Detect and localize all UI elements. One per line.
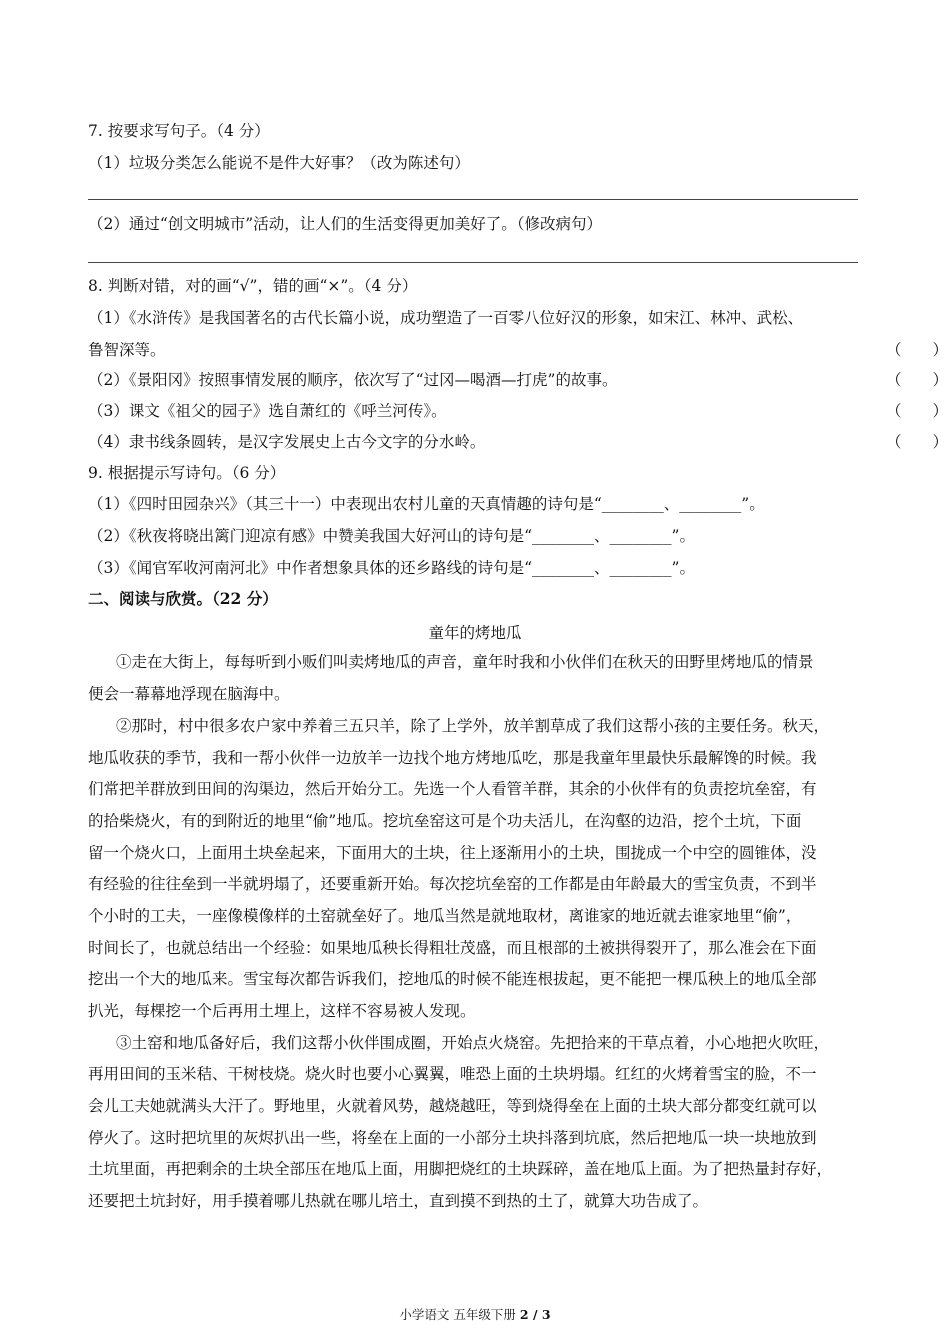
passage-p2-line-2: 地瓜收获的季节，我和一帮小伙伴一边放羊一边找个地方烤地瓜吃，那是我童年里最快乐最解馋的时候。我	[88, 749, 817, 767]
passage-p3-line-3: 会儿工夫她就满头大汗了。野地里，火就着风势，越烧越旺，等到烧得垒在上面的土块大部分都变红就可以	[88, 1097, 817, 1115]
q8-answer-paren-4[interactable]: （ ）	[886, 433, 949, 451]
passage-p2-line-7: 个小时的工夫，一座像模像样的土窑就垒好了。地瓜当然是就地取材，离谁家的地近就去谁家地里“偷”，	[88, 907, 802, 925]
page-number: 2 / 3	[519, 1307, 551, 1322]
q8-item-3-row	[88, 401, 949, 421]
passage-p3-line-6: 还要把土坑封好，用手摸着哪儿热就在哪儿培土，直到摸不到热的土了，就算大功告成了。	[88, 1192, 709, 1210]
passage-p2-line-5: 留一个烧火口，上面用土块垒起来，下面用大的土块，往上逐渐用小的土块，围拢成一个中空的圆锥体，没	[88, 844, 817, 862]
q9-item-2: （2）《秋夜将晓出篱门迎凉有感》中赞美我国大好河山的诗句是“________、________”。	[88, 527, 695, 545]
q8-heading: 8. 判断对错，对的画“√”，错的画“×”。（4 分）	[88, 277, 418, 295]
passage-p3-line-5: 土坑里面，再把剩余的土块全部压在地瓜上面，用脚把烧红的土块踩碎，盖在地瓜上面。为了把热量封存好，	[88, 1160, 833, 1178]
q7-item-1: （1）垃圾分类怎么能说不是件大好事？（改为陈述句）	[88, 154, 470, 172]
q9-item-1: （1）《四时田园杂兴》（其三十一）中表现出农村儿童的天真情趣的诗句是“________、________”。	[88, 495, 765, 513]
q8-item-1-row	[88, 340, 949, 360]
q8-item-2: （2）《景阳冈》按照事情发展的顺序，依次写了“过冈—喝酒—打虎”的故事。	[88, 371, 618, 389]
q8-answer-paren-3[interactable]: （ ）	[886, 402, 949, 420]
passage-p3-line-1: ③土窑和地瓜备好后，我们这帮小伙伴围成圈，开始点火烧窑。先把拾来的干草点着，小心地把火吹旺，	[116, 1034, 830, 1052]
q8-item-3: （3）课文《祖父的园子》选自萧红的《呼兰河传》。	[88, 402, 447, 420]
passage-p2-line-3: 们常把羊群放到田间的沟渠边，然后开始分工。先选一个人看管羊群，其余的小伙伴有的负责挖坑垒窑，有	[88, 780, 817, 798]
passage-p2-line-8: 时间长了，也就总结出一个经验：如果地瓜秧长得粗壮茂盛，而且根部的土被拱得裂开了，那么准会在下面	[88, 939, 817, 957]
q7-answer-line-1[interactable]	[88, 199, 858, 200]
section-2-heading: 二、阅读与欣赏。（22 分）	[88, 589, 278, 608]
q9-item-3: （3）《闻官军收河南河北》中作者想象具体的还乡路线的诗句是“________、________”。	[88, 559, 695, 577]
passage-p2-line-10: 扒光，每棵挖一个后再用土埋上，这样不容易被人发现。	[88, 1002, 476, 1020]
q8-answer-paren-2[interactable]: （ ）	[886, 371, 949, 389]
q7-heading: 7. 按要求写句子。（4 分）	[88, 122, 270, 140]
page-footer	[0, 1305, 950, 1323]
passage-title: 童年的烤地瓜	[428, 624, 522, 642]
passage-p2-line-9: 挖出一个大的地瓜来。雪宝每次都告诉我们，挖地瓜的时候不能连根拔起，更不能把一棵瓜秧上的地瓜全部	[88, 970, 817, 988]
q8-item-4: （4）隶书线条圆转，是汉字发展史上古今文字的分水岭。	[88, 433, 486, 451]
q8-item-4-row	[88, 432, 949, 452]
q8-answer-paren-1[interactable]: （ ）	[886, 341, 949, 359]
passage-p2-line-1: ②那时，村中很多农户家中养着三五只羊，除了上学外，放羊割草成了我们这帮小孩的主要任务。秋天，	[116, 717, 830, 735]
passage-p3-line-4: 停火了。这时把坑里的灰烬扒出一些，将垒在上面的一小部分土块抖落到坑底，然后把地瓜一块一块地放到	[88, 1129, 817, 1147]
q8-item-1-line-2: 鲁智深等。	[88, 341, 166, 359]
passage-p2-line-4: 的拾柴烧火，有的到附近的地里“偷”地瓜。挖坑垒窑这可是个功夫活儿，在沟壑的边沿，挖个土坑，下面	[88, 812, 802, 830]
footer-label: 小学语文 五年级下册	[399, 1307, 516, 1322]
passage-p3-line-2: 再用田间的玉米秸、干树枝烧。烧火时也要小心翼翼，唯恐上面的土块坍塌。红红的火烤着雪宝的脸，不一	[88, 1065, 817, 1083]
passage-p1-line-2: 便会一幕幕地浮现在脑海中。	[88, 685, 290, 703]
passage-p1-line-1: ①走在大街上，每每听到小贩们叫卖烤地瓜的声音，童年时我和小伙伴们在秋天的田野里烤地瓜的情景	[116, 653, 814, 671]
q8-item-2-row	[88, 370, 949, 390]
q9-heading: 9. 根据提示写诗句。（6 分）	[88, 464, 286, 482]
passage-p2-line-6: 有经验的往往垒到一半就坍塌了，还要重新开始。每次挖坑垒窑的工作都是由年龄最大的雪宝负责，不到半	[88, 875, 817, 893]
q7-answer-line-2[interactable]	[88, 262, 858, 263]
q8-item-1-line-1: （1）《水浒传》是我国著名的古代长篇小说，成功塑造了一百零八位好汉的形象，如宋江、林冲、武松、	[88, 309, 804, 327]
q7-item-2: （2）通过“创文明城市”活动，让人们的生活变得更加美好了。（修改病句）	[88, 215, 602, 233]
